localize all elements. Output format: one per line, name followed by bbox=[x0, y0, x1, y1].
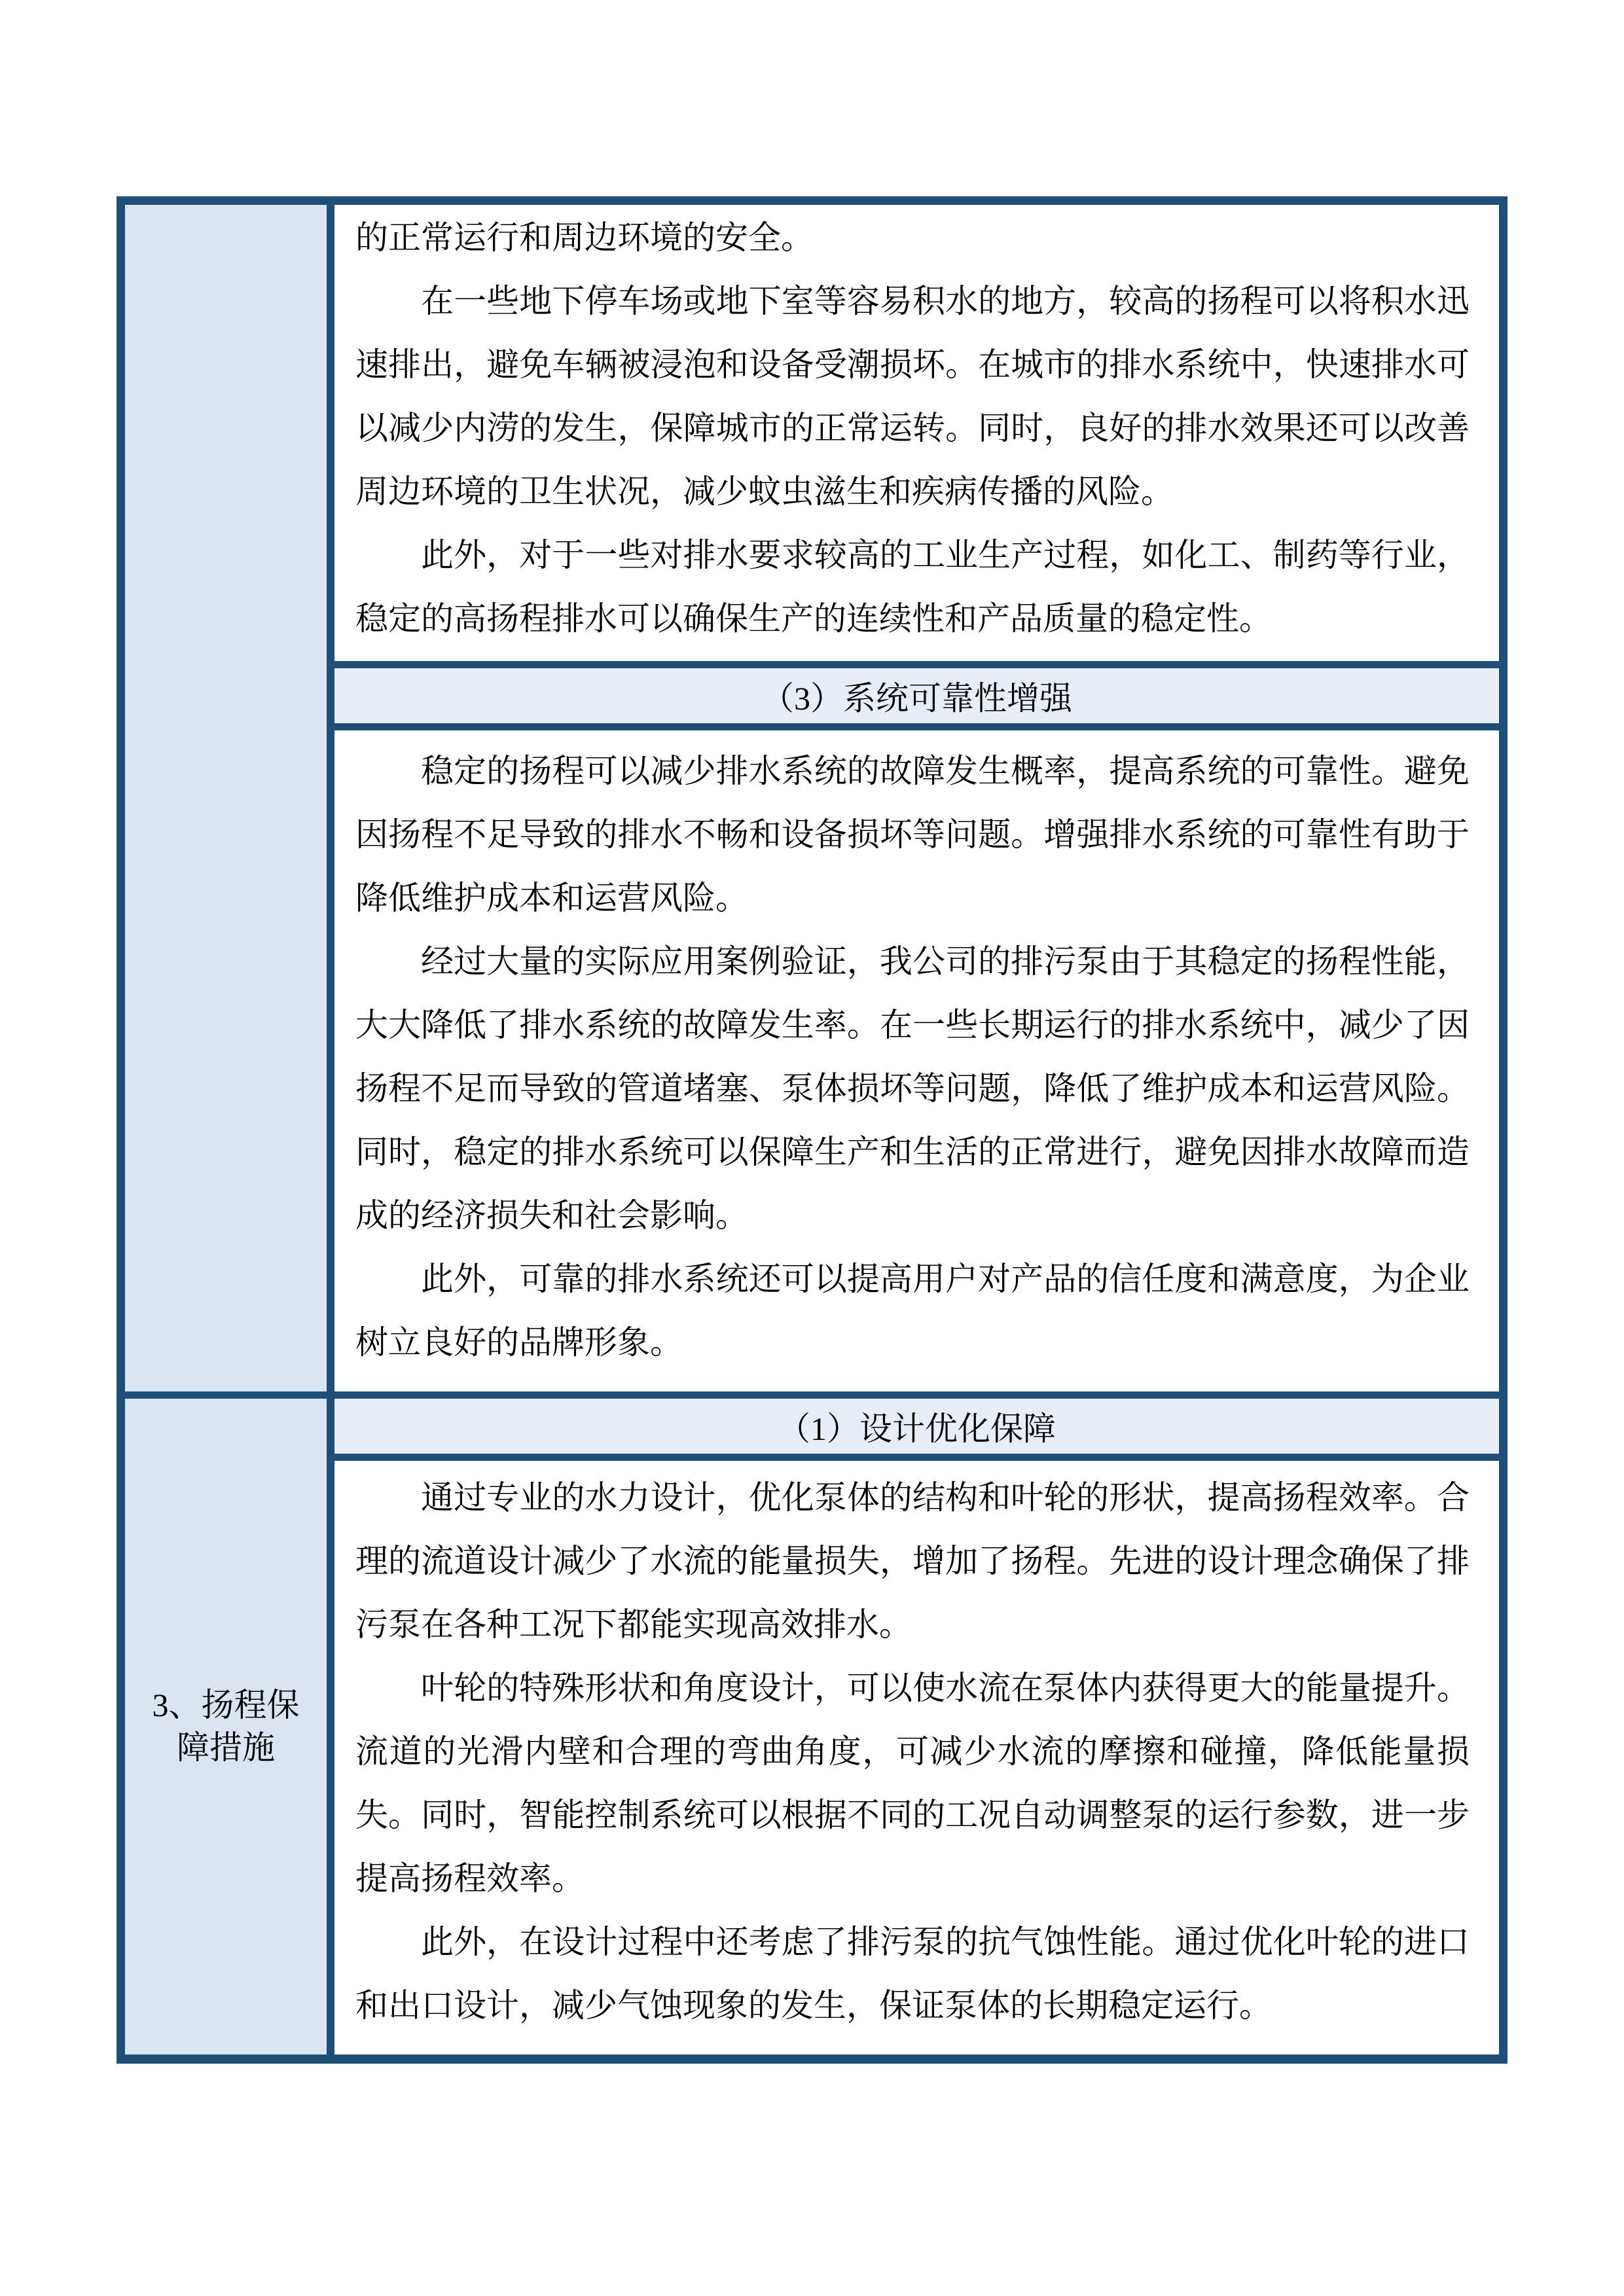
paragraph: 经过大量的实际应用案例验证，我公司的排污泵由于其稳定的扬程性能，大大降低了排水系统的故障发生率。在一些长期运行的排水系统中，减少了因扬程不足而导致的管道堵塞、泵体损坏等问题，降低了维护成本和运营风险。同时，稳定的排水系统可以保障生产和生活的正常进行，避免因排水故障而造成的经济损失和社会影响。 bbox=[355, 943, 1470, 1234]
paragraph: 在一些地下停车场或地下室等容易积水的地方，较高的扬程可以将积水迅速排出，避免车辆被浸泡和设备受潮损坏。在城市的排水系统中，快速排水可以减少内涝的发生，保障城市的正常运转。同时，良好的排水效果还可以改善周边环境的卫生状况，减少蚊虫滋生和疾病传播的风险。 bbox=[355, 283, 1470, 510]
paragraph: 通过专业的水力设计，优化泵体的结构和叶轮的形状，提高扬程效率。合理的流道设计减少了水流的能量损失，增加了扬程。先进的设计理念确保了排污泵在各种工况下都能实现高效排水。 bbox=[355, 1479, 1470, 1643]
paragraph: 稳定的扬程可以减少排水系统的故障发生概率，提高系统的可靠性。避免因扬程不足导致的排水不畅和设备损坏等问题。增强排水系统的可靠性有助于降低维护成本和运营风险。 bbox=[355, 753, 1470, 916]
left-column-cell-row-label bbox=[125, 1399, 327, 2054]
banner-design-optimization bbox=[334, 1399, 1499, 1454]
text-cell-system-reliability bbox=[334, 730, 1499, 1391]
banner-system-reliability bbox=[334, 668, 1499, 723]
banner-design-optimization-title: （1）设计优化保障 bbox=[778, 1410, 1056, 1447]
paragraph: 的正常运行和周边环境的安全。 bbox=[355, 219, 814, 256]
left-column-cell-empty bbox=[125, 205, 327, 1391]
paragraph: 此外，在设计过程中还考虑了排污泵的抗气蚀性能。通过优化叶轮的进口和出口设计，减少气蚀现象的发生，保证泵体的长期稳定运行。 bbox=[355, 1924, 1470, 2024]
row-label-line-2: 障措施 bbox=[177, 1729, 275, 1766]
measures-table bbox=[117, 196, 1507, 2064]
banner-system-reliability-title: （3）系统可靠性增强 bbox=[761, 680, 1072, 717]
row-label-line-1: 3、扬程保 bbox=[152, 1687, 300, 1723]
paragraph: 此外，可靠的排水系统还可以提高用户对产品的信任度和满意度，为企业树立良好的品牌形象。 bbox=[355, 1261, 1470, 1361]
paragraph: 叶轮的特殊形状和角度设计，可以使水流在泵体内获得更大的能量提升。流道的光滑内壁和合理的弯曲角度，可减少水流的摩擦和碰撞，降低能量损失。同时，智能控制系统可以根据不同的工况自动调整泵的运行参数，进一步提高扬程效率。 bbox=[355, 1670, 1470, 1897]
text-cell-benefits-continued bbox=[334, 205, 1499, 661]
paragraph: 此外，对于一些对排水要求较高的工业生产过程，如化工、制药等行业，稳定的高扬程排水可以确保生产的连续性和产品质量的稳定性。 bbox=[355, 537, 1470, 637]
text-cell-design-optimization bbox=[334, 1461, 1499, 2054]
